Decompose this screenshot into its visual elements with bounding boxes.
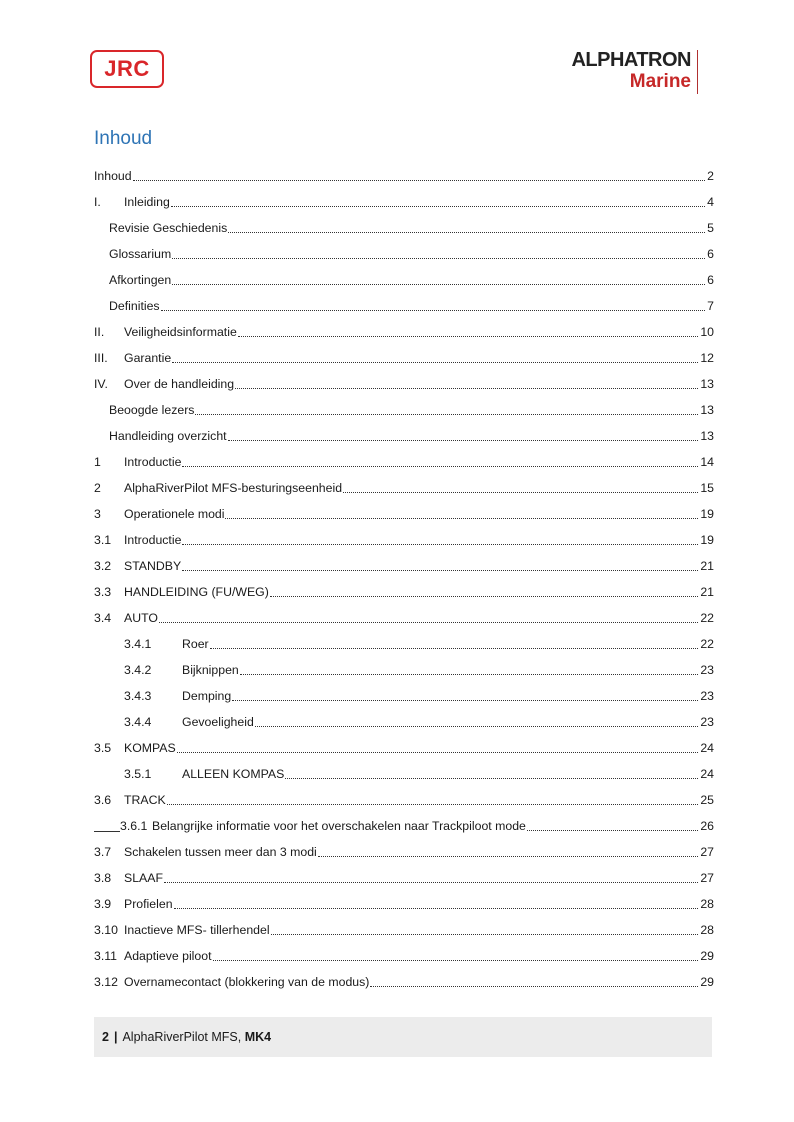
- jrc-logo-text: JRC: [104, 56, 150, 81]
- table-of-contents: [94, 158, 714, 990]
- toc-leader-dots: [238, 335, 699, 337]
- toc-leader-dots: [318, 855, 699, 857]
- toc-entry-title: Introductie: [124, 455, 182, 469]
- toc-leader-dots: [167, 803, 699, 805]
- toc-entry[interactable]: [94, 574, 714, 600]
- toc-entry-title: Introductie: [124, 533, 182, 547]
- toc-entry-page: 14: [700, 455, 714, 469]
- toc-entry[interactable]: [94, 444, 714, 470]
- toc-entry-number: 2: [94, 481, 101, 495]
- toc-entry[interactable]: [94, 210, 714, 236]
- toc-entry-number: 3.4.3: [124, 689, 152, 703]
- toc-entry-number: I.: [94, 195, 101, 209]
- toc-entry[interactable]: [94, 938, 714, 964]
- toc-entry-title: Inactieve MFS- tillerhendel: [124, 923, 270, 937]
- toc-entry-title: Inleiding: [124, 195, 170, 209]
- toc-entry-page: 6: [707, 273, 714, 287]
- toc-entry-page: 24: [700, 741, 714, 755]
- toc-entry-number: 3: [94, 507, 101, 521]
- toc-entry-title: Profielen: [124, 897, 173, 911]
- toc-entry[interactable]: [94, 314, 714, 340]
- footer-product-name: AlphaRiverPilot MFS,: [122, 1030, 242, 1044]
- toc-leader-dots: [228, 231, 705, 233]
- toc-entry-number: 3.4.4: [124, 715, 152, 729]
- toc-entry-number: 3.9: [94, 897, 112, 911]
- footer-separator: |: [113, 1030, 118, 1044]
- toc-entry-title: AlphaRiverPilot MFS-besturingseenheid: [124, 481, 343, 495]
- toc-entry[interactable]: [94, 418, 714, 444]
- toc-entry-page: 29: [700, 975, 714, 989]
- toc-entry[interactable]: [94, 678, 714, 704]
- toc-leader-dots: [182, 569, 698, 571]
- toc-entry-title: Demping: [182, 689, 232, 703]
- toc-entry-title: HANDLEIDING (FU/WEG): [124, 585, 269, 599]
- toc-entry-number: 1: [94, 455, 101, 469]
- toc-entry[interactable]: [94, 236, 714, 262]
- toc-entry-page: 13: [700, 377, 714, 391]
- toc-entry-page: 23: [700, 715, 714, 729]
- toc-entry[interactable]: [94, 470, 714, 496]
- toc-leader-dots: [195, 413, 698, 415]
- toc-leader-dots: [172, 257, 705, 259]
- toc-entry-title: Operationele modi: [124, 507, 225, 521]
- toc-leader-dots: [527, 829, 698, 831]
- toc-entry[interactable]: [94, 782, 714, 808]
- toc-leader-dots: [270, 595, 698, 597]
- toc-leader-dots: [172, 283, 705, 285]
- toc-heading: Inhoud: [94, 128, 153, 149]
- toc-entry-page: 10: [700, 325, 714, 339]
- toc-entry[interactable]: [94, 834, 714, 860]
- toc-leader-dots: [159, 621, 698, 623]
- toc-entry-page: 4: [707, 195, 714, 209]
- toc-entry-title: Garantie: [124, 351, 172, 365]
- toc-entry[interactable]: [94, 600, 714, 626]
- toc-entry[interactable]: [94, 912, 714, 938]
- toc-entry-number: 3.1: [94, 533, 112, 547]
- toc-entry-number: 3.11: [94, 949, 118, 963]
- toc-entry-title: Revisie Geschiedenis: [109, 221, 228, 235]
- toc-entry-number: II.: [94, 325, 105, 339]
- toc-leader-dots: [133, 179, 706, 181]
- toc-entry-page: 28: [700, 897, 714, 911]
- toc-entry-page: 24: [700, 767, 714, 781]
- toc-entry-number: [94, 819, 152, 834]
- toc-entry-number: 3.2: [94, 559, 112, 573]
- toc-entry-title: ALLEEN KOMPAS: [182, 767, 285, 781]
- toc-entry-page: 13: [700, 403, 714, 417]
- toc-entry-number: III.: [94, 351, 108, 365]
- toc-entry-title: Overnamecontact (blokkering van de modus): [124, 975, 370, 989]
- toc-leader-dots: [182, 543, 698, 545]
- footer-model: MK4: [244, 1030, 272, 1044]
- footer-page-number: 2: [102, 1030, 109, 1044]
- toc-entry-number: 3.8: [94, 871, 112, 885]
- toc-entry-page: 2: [707, 169, 714, 183]
- toc-entry-number: IV.: [94, 377, 108, 391]
- toc-entry-title: Adaptieve piloot: [124, 949, 212, 963]
- toc-entry-page: 7: [707, 299, 714, 313]
- toc-entry-title: TRACK: [124, 793, 166, 807]
- toc-entry[interactable]: [94, 340, 714, 366]
- toc-entry-page: 12: [700, 351, 714, 365]
- toc-entry-number-text: 3.6.1: [120, 819, 148, 833]
- toc-entry-title: Handleiding overzicht: [109, 429, 227, 443]
- toc-entry-page: 23: [700, 663, 714, 677]
- toc-entry[interactable]: [94, 496, 714, 522]
- toc-entry[interactable]: [94, 158, 714, 184]
- toc-leader-dots: [161, 309, 706, 311]
- toc-leader-dots: [182, 465, 698, 467]
- toc-entry[interactable]: [94, 886, 714, 912]
- toc-entry-page: 13: [700, 429, 714, 443]
- toc-entry-number: 3.10: [94, 923, 118, 937]
- toc-entry-number: 3.7: [94, 845, 112, 859]
- toc-entry-title: STANDBY: [124, 559, 182, 573]
- toc-entry-page: 5: [707, 221, 714, 235]
- toc-leader-dots: [172, 361, 698, 363]
- toc-entry[interactable]: [94, 808, 714, 834]
- toc-entry[interactable]: [94, 964, 714, 990]
- toc-entry[interactable]: [94, 860, 714, 886]
- toc-entry-page: 19: [700, 533, 714, 547]
- toc-entry[interactable]: [94, 652, 714, 678]
- toc-entry[interactable]: [94, 704, 714, 730]
- toc-leader-dots: [232, 699, 698, 701]
- toc-leader-dots: [228, 439, 699, 441]
- toc-entry-title: Schakelen tussen meer dan 3 modi: [124, 845, 317, 859]
- toc-entry-number: 3.3: [94, 585, 112, 599]
- alphatron-logo-sub: Marine: [629, 71, 691, 92]
- toc-entry-title: SLAAF: [124, 871, 163, 885]
- toc-leader-dots: [271, 933, 699, 935]
- toc-entry[interactable]: [94, 522, 714, 548]
- toc-leader-dots: [171, 205, 705, 207]
- toc-entry-title: Inhoud: [94, 169, 132, 183]
- toc-entry[interactable]: [94, 392, 714, 418]
- toc-entry-title: Beoogde lezers: [109, 403, 195, 417]
- toc-entry-page: 23: [700, 689, 714, 703]
- toc-entry-title: Roer: [182, 637, 209, 651]
- toc-entry-number: 3.4: [94, 611, 112, 625]
- toc-entry-page: 6: [707, 247, 714, 261]
- toc-entry-number: 3.4.2: [124, 663, 152, 677]
- toc-entry-title: Glossarium: [109, 247, 172, 261]
- toc-entry[interactable]: [94, 288, 714, 314]
- toc-entry[interactable]: [94, 548, 714, 574]
- alphatron-marine-logo: [571, 50, 698, 94]
- toc-leader-dots: [213, 959, 699, 961]
- alphatron-logo-name: ALPHATRON: [571, 49, 691, 71]
- toc-entry-number: 3.5.1: [124, 767, 152, 781]
- toc-entry-title: Veiligheidsinformatie: [124, 325, 237, 339]
- toc-leader-dots: [285, 777, 698, 779]
- toc-leader-dots: [235, 387, 698, 389]
- toc-entry[interactable]: [94, 262, 714, 288]
- toc-entry-page: 22: [700, 611, 714, 625]
- toc-entry-page: 21: [700, 585, 714, 599]
- toc-entry[interactable]: [94, 184, 714, 210]
- toc-entry-title: Afkortingen: [109, 273, 172, 287]
- toc-entry-title: Bijknippen: [182, 663, 239, 677]
- toc-entry-page: 15: [700, 481, 714, 495]
- toc-entry-page: 25: [700, 793, 714, 807]
- toc-entry-page: 27: [700, 871, 714, 885]
- toc-leader-dots: [225, 517, 698, 519]
- toc-leader-dots: [210, 647, 699, 649]
- toc-entry-page: 27: [700, 845, 714, 859]
- jrc-logo: [90, 50, 164, 88]
- toc-entry-number: 3.5: [94, 741, 112, 755]
- toc-leader-dots: [255, 725, 699, 727]
- toc-entry-title: Definities: [109, 299, 160, 313]
- toc-entry-title: Over de handleiding: [124, 377, 235, 391]
- toc-entry-page: 21: [700, 559, 714, 573]
- toc-leader-underline: [94, 831, 120, 832]
- toc-entry-number: 3.12: [94, 975, 118, 989]
- toc-entry[interactable]: [94, 756, 714, 782]
- toc-entry-page: 29: [700, 949, 714, 963]
- page-footer: [94, 1017, 712, 1057]
- toc-leader-dots: [370, 985, 698, 987]
- toc-entry-number: 3.6: [94, 793, 112, 807]
- toc-entry[interactable]: [94, 626, 714, 652]
- toc-entry-number: 3.4.1: [124, 637, 152, 651]
- toc-entry-title: KOMPAS: [124, 741, 176, 755]
- toc-leader-dots: [177, 751, 699, 753]
- toc-entry-page: 19: [700, 507, 714, 521]
- toc-entry-page: 26: [700, 819, 714, 833]
- toc-entry[interactable]: [94, 366, 714, 392]
- toc-entry-title: AUTO: [124, 611, 158, 625]
- toc-entry-title: Belangrijke informatie voor het overschakelen naar Trackpiloot mode: [152, 819, 526, 833]
- toc-leader-dots: [240, 673, 699, 675]
- toc-entry-page: 22: [700, 637, 714, 651]
- toc-entry[interactable]: [94, 730, 714, 756]
- toc-entry-title: Gevoeligheid: [182, 715, 254, 729]
- toc-leader-dots: [174, 907, 699, 909]
- toc-entry-page: 28: [700, 923, 714, 937]
- toc-leader-dots: [343, 491, 698, 493]
- toc-leader-dots: [164, 881, 698, 883]
